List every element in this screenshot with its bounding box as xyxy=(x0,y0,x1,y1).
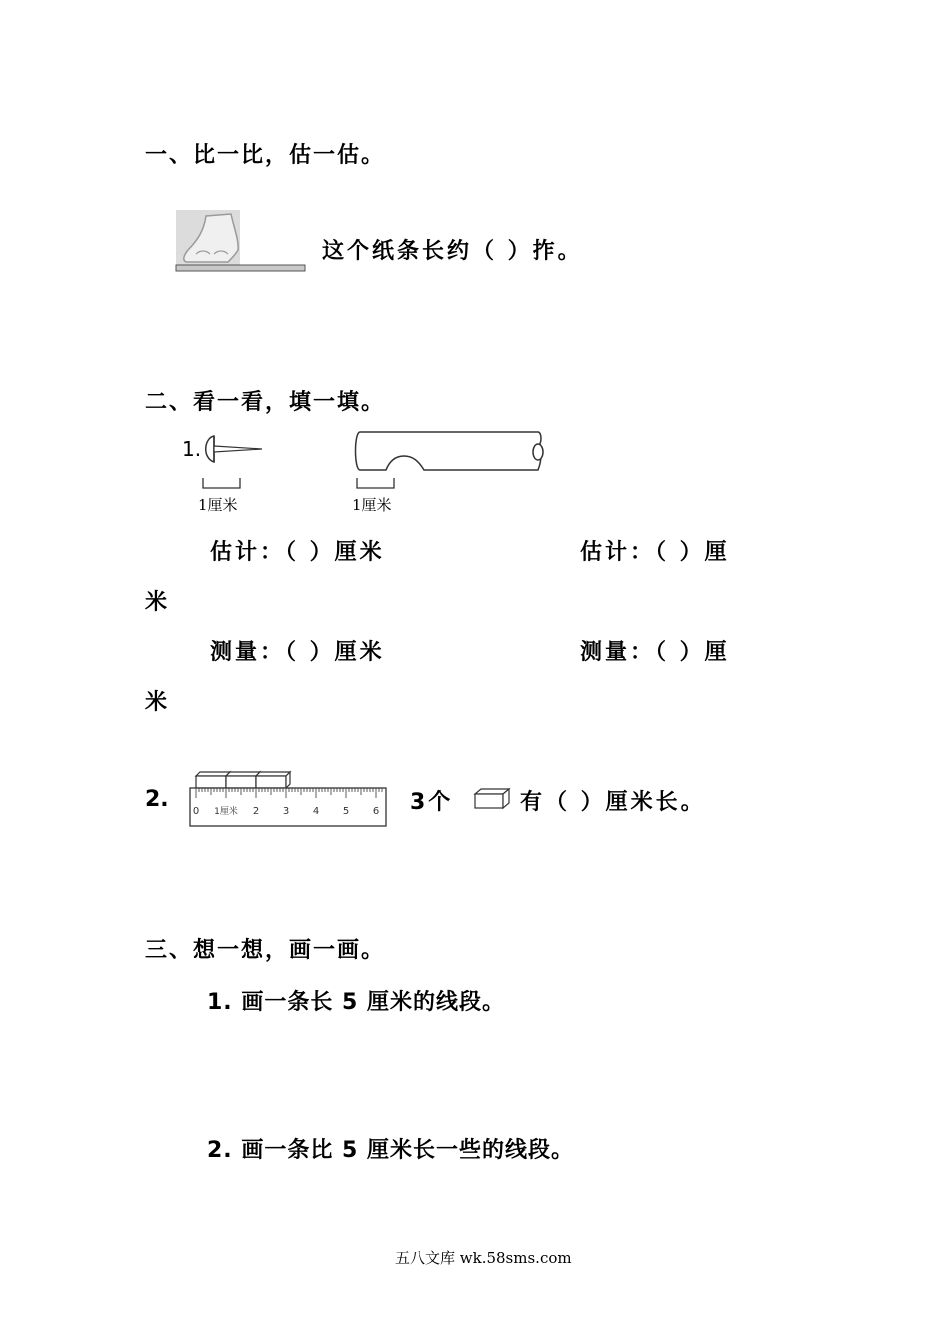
footer-watermark: 五八文库 wk.58sms.com xyxy=(395,1249,572,1267)
ruler-tick-label: 0 xyxy=(192,806,200,817)
cube xyxy=(196,772,230,788)
ruler-with-cubes xyxy=(190,770,390,830)
estimate-a: 估计：（ ）厘米 xyxy=(210,540,385,565)
section3-q1: 1. 画一条长 5 厘米的线段。 xyxy=(207,990,505,1015)
cube xyxy=(226,772,260,788)
scale-label-a: 1厘米 xyxy=(198,496,238,514)
section1-question: 这个纸条长约（ ）拃。 xyxy=(322,239,583,264)
ruler-tick-label: 1厘米 xyxy=(214,807,238,817)
section3-q2: 2. 画一条比 5 厘米长一些的线段。 xyxy=(207,1138,574,1163)
section2-heading: 二、看一看，填一填。 xyxy=(145,390,386,415)
hand-span-illustration xyxy=(176,210,306,272)
measure-b-wrap: 米 xyxy=(145,690,171,715)
cube-icon xyxy=(473,788,511,810)
ruler-tick-label: 5 xyxy=(342,806,350,817)
estimate-b: 估计：（ ）厘 xyxy=(580,540,730,565)
section1-heading: 一、比一比，估一估。 xyxy=(145,143,386,168)
scale-bar-a xyxy=(202,478,242,490)
ruler-tick-label: 3 xyxy=(282,806,290,817)
estimate-b-wrap: 米 xyxy=(145,590,171,615)
cube xyxy=(256,772,290,788)
section3-heading: 三、想一想，画一画。 xyxy=(145,938,386,963)
q2-number: 2. xyxy=(145,787,169,812)
log-illustration xyxy=(352,430,548,474)
ruler-tick-label: 6 xyxy=(372,806,380,817)
q2-count-text: 3个 xyxy=(410,790,454,815)
q2-answer-text: 有（ ）厘米长。 xyxy=(520,790,706,815)
scale-label-b: 1厘米 xyxy=(352,496,392,514)
q1-number: 1. xyxy=(182,437,202,461)
measure-b: 测量：（ ）厘 xyxy=(580,640,730,665)
pushpin-illustration xyxy=(198,432,268,472)
ruler-tick-label: 2 xyxy=(252,806,260,817)
measure-a: 测量：（ ）厘米 xyxy=(210,640,385,665)
ruler-tick-label: 4 xyxy=(312,806,320,817)
scale-bar-b xyxy=(356,478,396,490)
